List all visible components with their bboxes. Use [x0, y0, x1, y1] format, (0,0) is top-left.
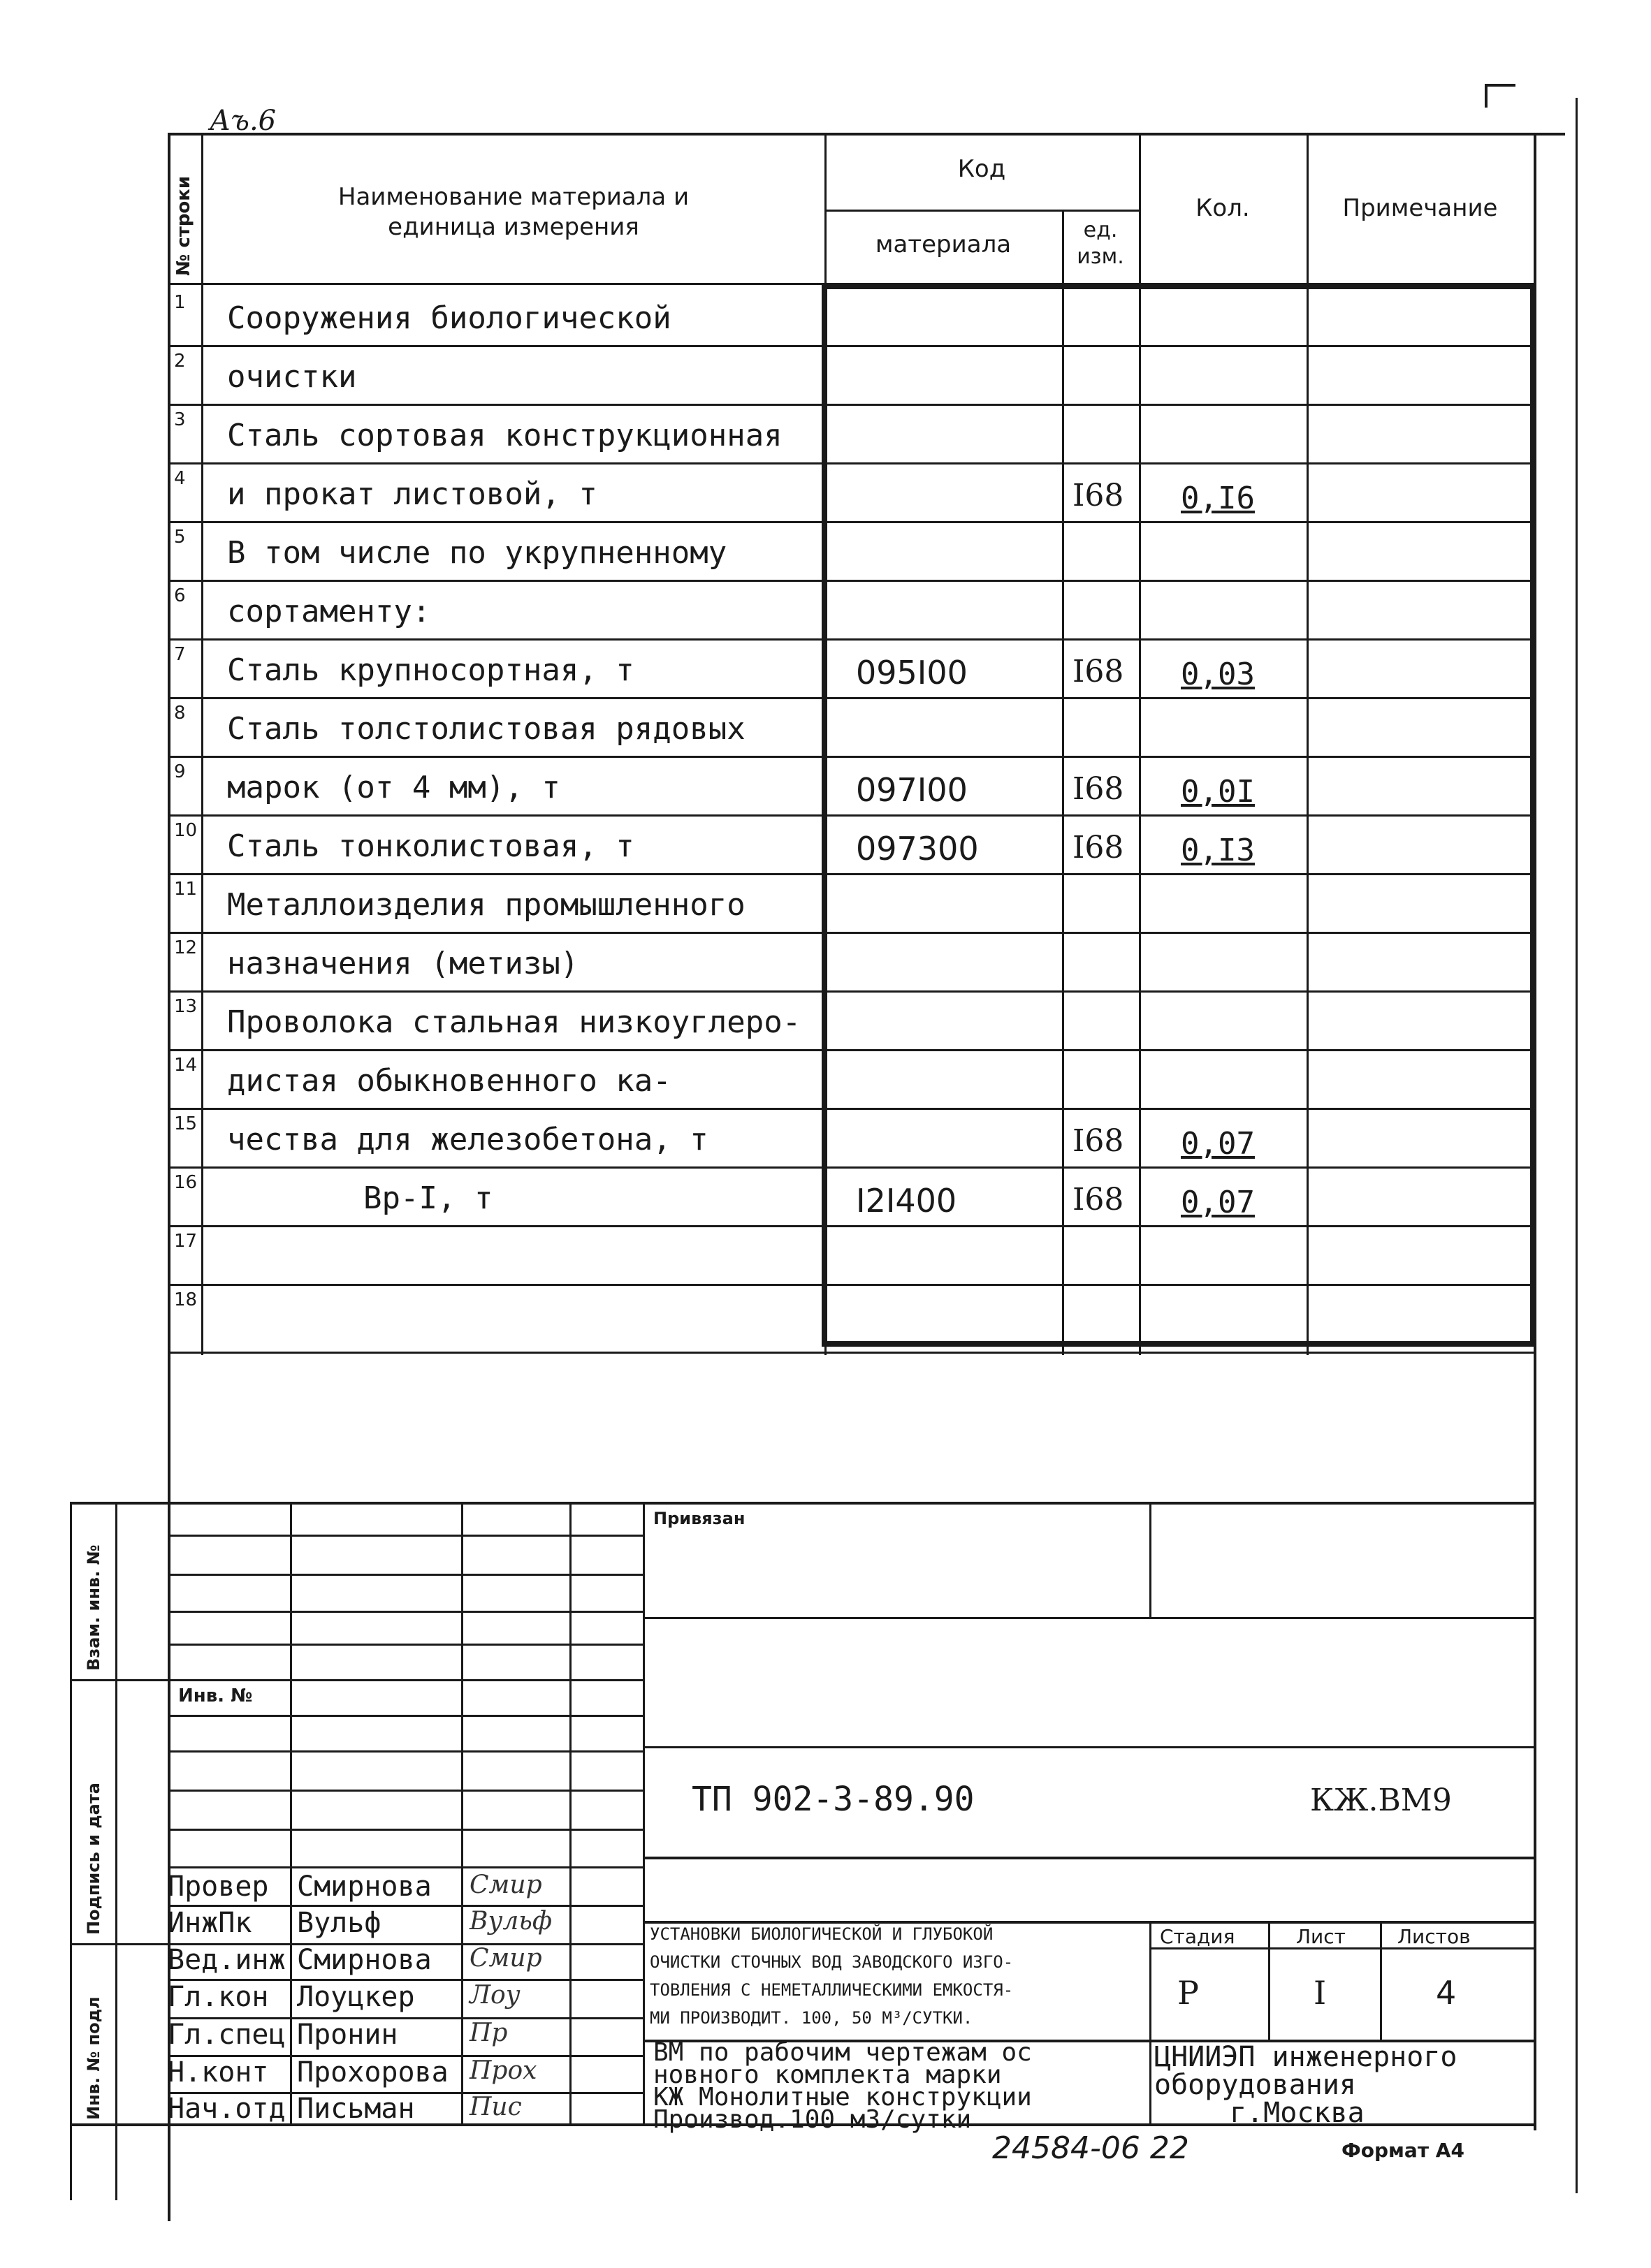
row-number: 4 [174, 468, 186, 489]
role-person: Прохорова [297, 2056, 449, 2088]
doc-code: ТП 902-3-89.90 [692, 1780, 975, 1819]
document-title-line: Производ.100 м3/сутки [653, 2105, 972, 2134]
row-number: 7 [174, 644, 186, 665]
row-quantity: 0,07 [1181, 1126, 1255, 1162]
role-person: Смирнова [297, 1944, 432, 1976]
qty-header: Кол. [1195, 194, 1250, 222]
row-name: Сталь тонколистовая, т [227, 828, 634, 864]
row-divider [168, 462, 1534, 464]
row-divider [168, 345, 1534, 347]
row-number: 10 [174, 820, 198, 841]
row-divider [168, 580, 1534, 582]
role-signature: Прох [470, 2056, 537, 2085]
row-divider [168, 932, 1534, 934]
row-divider [168, 1049, 1534, 1051]
side-label-vzam: Взам. инв. № [84, 1544, 103, 1671]
tb-col1 [290, 1502, 292, 2123]
row-name: Сталь крупносортная, т [227, 652, 634, 688]
row-name: В том числе по укрупненному [227, 535, 727, 571]
code-unit-header-1: ед. [1083, 218, 1118, 242]
tb-priv-bottom [643, 1617, 1534, 1619]
role-signature: Смир [470, 1944, 542, 1973]
row-name: Сталь толстолистовая рядовых [227, 711, 746, 747]
row-quantity: 0,03 [1181, 657, 1255, 692]
row-quantity: 0,I6 [1181, 481, 1255, 516]
privyazan-label: Привязан [653, 1509, 746, 1528]
doc-mark: КЖ.ВМ9 [1310, 1783, 1452, 1818]
tb-code-top [643, 1746, 1534, 1748]
document-title-line: КЖ Монолитные конструкции [653, 2083, 1032, 2112]
role-title: Вед.инж [168, 1944, 286, 1976]
row-material-code: 097300 [856, 830, 979, 868]
row-number: 5 [174, 527, 186, 548]
sheet-value: I [1314, 1974, 1327, 2012]
role-person: Письман [297, 2093, 415, 2125]
row-number: 6 [174, 585, 186, 606]
object-description-line: ОЧИСТКИ СТОЧНЫХ ВОД ЗАВОДСКОГО ИЗГО- [650, 1952, 1014, 1972]
tb-obj-top [643, 1921, 1534, 1924]
tb-r3 [168, 1611, 643, 1613]
row-name: Сталь сортовая конструкционная [227, 418, 783, 453]
tb-side-left [70, 1502, 72, 2200]
row-divider [168, 1166, 1534, 1169]
document-title-line: ВМ по рабочим чертежам ос [653, 2038, 1032, 2067]
row-name: сортаменту: [227, 594, 431, 629]
tb-col3 [569, 1502, 572, 2123]
side-label-podpis: Подпись и дата [84, 1783, 103, 1935]
row-number: 16 [174, 1172, 198, 1193]
row-name: очистки [227, 359, 357, 395]
role-title: Гл.спец [168, 2019, 286, 2051]
side-label-inv-podl: Инв. № подл [84, 1996, 103, 2120]
name-header-line2: единица измерения [388, 213, 639, 241]
row-name: и прокат листовой, т [227, 476, 597, 512]
document-title-line: новного комплекта марки [653, 2061, 1002, 2089]
tb-priv-split [1149, 1502, 1151, 1617]
tb-col2 [461, 1502, 463, 2123]
tb-r4 [168, 1644, 643, 1646]
tb-side-right [115, 1502, 117, 2200]
row-unit-code: I68 [1072, 1123, 1124, 1159]
row-divider [168, 404, 1534, 406]
tb-r10 [168, 1866, 643, 1868]
organization-line: ЦНИИЭП инженерного [1154, 2041, 1457, 2073]
row-quantity: 0,I3 [1181, 833, 1255, 868]
row-divider [168, 521, 1534, 523]
tb-r5 [70, 1679, 643, 1681]
role-title: ИнжПк [168, 1907, 252, 1939]
row-divider [168, 756, 1534, 758]
tb-col4 [643, 1502, 645, 2123]
tb-sheet-sheets [1380, 1921, 1382, 2040]
footer-number: 24584-06 22 [992, 2130, 1189, 2166]
frame-far-right [1576, 98, 1578, 2193]
row-unit-code: I68 [1072, 830, 1124, 865]
role-signature: Пр [470, 2019, 508, 2047]
frame-top [168, 133, 1565, 136]
row-number: 2 [174, 351, 186, 372]
tb-r9 [168, 1829, 643, 1831]
row-name: Вр-I, т [363, 1180, 493, 1216]
sheet-label: Лист [1296, 1925, 1346, 1948]
role-title: Нач.отд [168, 2093, 286, 2125]
row-number: 13 [174, 996, 198, 1017]
row-quantity: 0,0I [1181, 774, 1255, 810]
role-person: Пронин [297, 2019, 398, 2051]
top-right-bracket [1485, 84, 1515, 108]
row-number: 15 [174, 1113, 198, 1134]
stage-label: Стадия [1160, 1925, 1235, 1948]
note-header: Примечание [1342, 194, 1498, 222]
row-quantity: 0,07 [1181, 1185, 1255, 1220]
row-divider [168, 1284, 1534, 1286]
sheets-label: Листов [1397, 1925, 1471, 1948]
organization-line: г.Москва [1230, 2097, 1365, 2129]
inv-no-label: Инв. № [178, 1685, 253, 1706]
name-header-line1: Наименование материала и [337, 183, 690, 211]
row-number: 9 [174, 761, 186, 782]
code-material-header: материала [875, 231, 1012, 258]
tb-r1 [168, 1535, 643, 1537]
row-unit-code: I68 [1072, 1182, 1124, 1217]
row-number: 18 [174, 1289, 198, 1310]
row-material-code: I2I400 [856, 1182, 957, 1220]
row-name: дистая обыкновенного ка- [227, 1063, 671, 1099]
role-person: Смирнова [297, 1871, 432, 1903]
tb-r8 [168, 1790, 643, 1792]
row-divider [168, 638, 1534, 641]
row-name: Металлоизделия промышленного [227, 887, 746, 923]
row-material-code: 097I00 [856, 771, 968, 809]
row-number: 1 [174, 292, 186, 313]
row-name: назначения (метизы) [227, 946, 579, 981]
role-title: Провер [168, 1871, 269, 1903]
row-unit-code: I68 [1072, 654, 1124, 689]
row-number: 3 [174, 409, 186, 430]
row-divider [168, 697, 1534, 699]
corner-mark: Аъ.6 [210, 105, 277, 137]
code-unit-header-2: изм. [1077, 244, 1124, 269]
row-divider [168, 1225, 1534, 1227]
col-rownum [201, 133, 203, 1355]
role-person: Лоуцкер [297, 1981, 415, 2013]
row-name: Сооружения биологической [227, 300, 671, 336]
tb-obj-split [1149, 1921, 1151, 2123]
row-divider [168, 873, 1534, 875]
tb-r7 [168, 1750, 643, 1753]
code-split [824, 210, 1139, 212]
row-number: 14 [174, 1055, 198, 1076]
object-description-line: УСТАНОВКИ БИОЛОГИЧЕСКОЙ И ГЛУБОКОЙ [650, 1924, 994, 1944]
role-signature: Лоу [470, 1981, 521, 2010]
role-person: Вульф [297, 1907, 381, 1939]
object-description-line: ТОВЛЕНИЯ С НЕМЕТАЛЛИЧЕСКИМИ ЕМКОСТЯ- [650, 1980, 1014, 2000]
role-signature: Пис [470, 2093, 522, 2121]
organization-line: оборудования [1154, 2069, 1356, 2101]
footer-format: Формат А4 [1341, 2139, 1464, 2162]
object-description-line: МИ ПРОИЗВОДИТ. 100, 50 М³/СУТКИ. [650, 2008, 973, 2028]
row-number: 8 [174, 703, 186, 724]
role-title: Гл.кон [168, 1981, 269, 2013]
row-number-header: № строки [173, 175, 194, 276]
stage-value: Р [1177, 1974, 1199, 2012]
role-signature: Вульф [470, 1907, 553, 1936]
row-divider [168, 1108, 1534, 1110]
code-header: Код [957, 155, 1006, 183]
table-bottom [168, 1352, 1534, 1354]
row-name: марок (от 4 мм), т [227, 770, 560, 805]
row-material-code: 095I00 [856, 654, 968, 692]
row-number: 12 [174, 937, 198, 958]
row-number: 11 [174, 879, 198, 900]
row-name: Проволока стальная низкоуглеро- [227, 1004, 801, 1040]
tb-code-bottom [643, 1857, 1534, 1859]
sheets-value: 4 [1436, 1974, 1457, 2012]
tb-r2 [168, 1574, 643, 1576]
row-name: чества для железобетона, т [227, 1122, 708, 1157]
row-divider [168, 814, 1534, 817]
row-unit-code: I68 [1072, 478, 1124, 513]
role-signature: Смир [470, 1871, 542, 1899]
role-title: Н.конт [168, 2056, 269, 2088]
row-unit-code: I68 [1072, 771, 1124, 807]
row-divider [168, 990, 1534, 993]
row-number: 17 [174, 1231, 198, 1252]
tb-r6 [168, 1715, 643, 1717]
tb-stage-sheet [1268, 1921, 1270, 2040]
